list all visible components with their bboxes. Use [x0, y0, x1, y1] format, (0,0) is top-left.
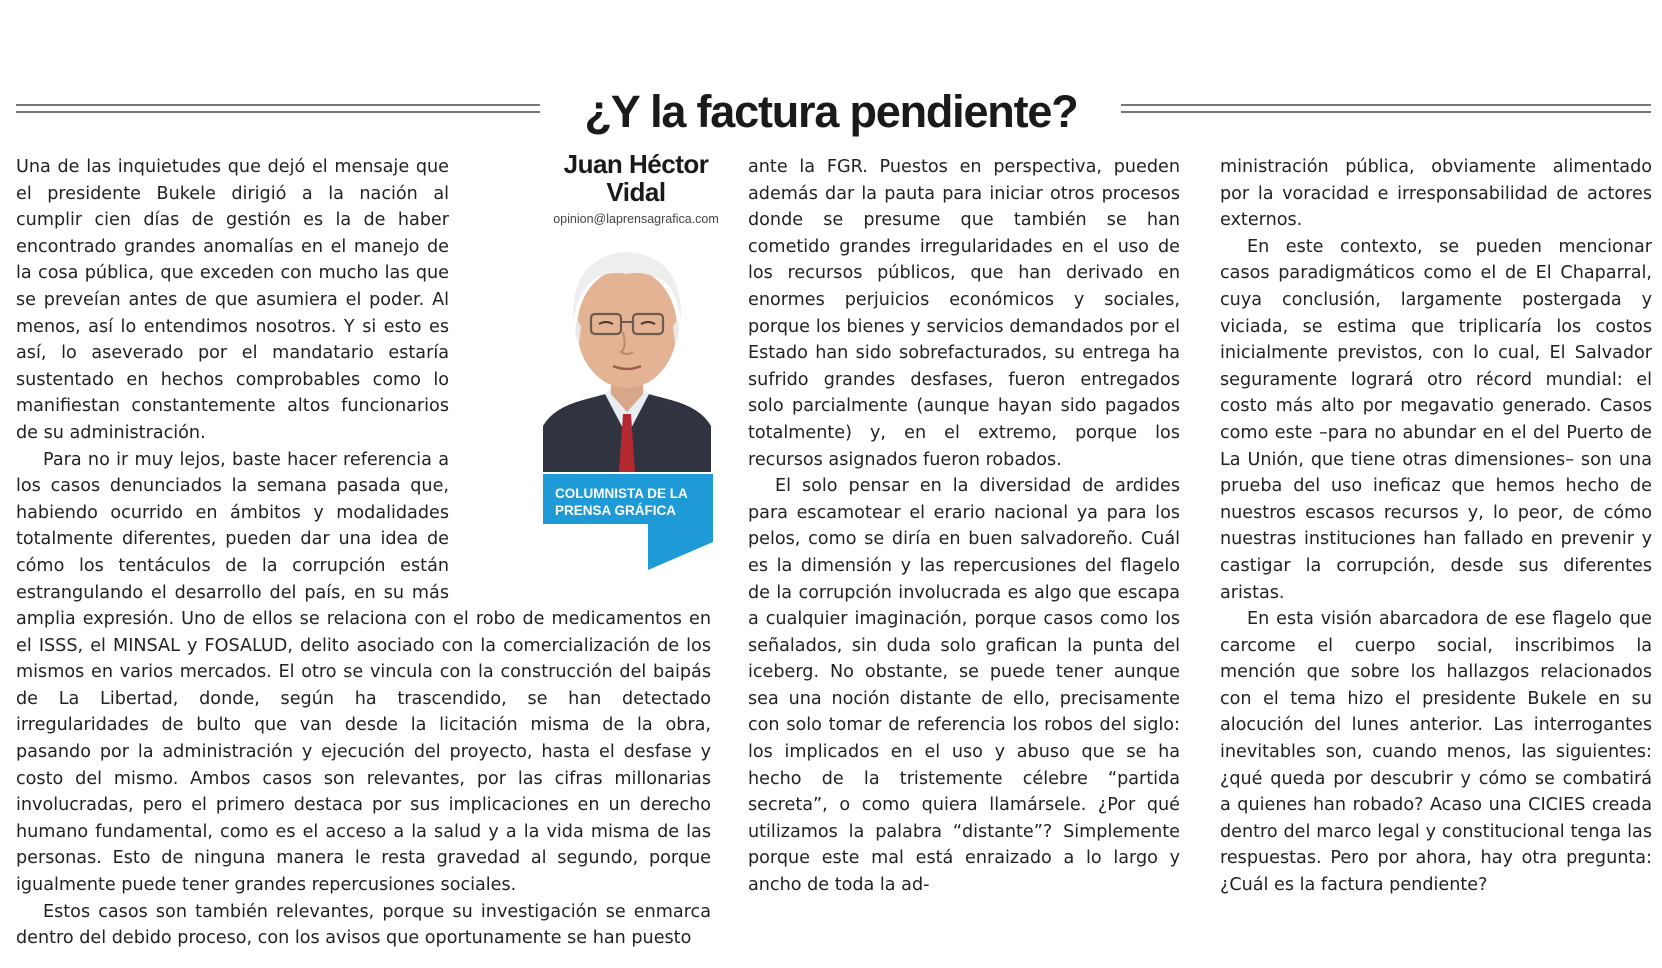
paragraph: Estos casos son también relevantes, porque su investigación se enmarca dentro del debido proceso, con los avisos que oportunamente se han puesto: [16, 901, 711, 949]
article-column-3: [1220, 154, 1652, 899]
columnist-badge: COLUMNISTA DE LA PRENSA GRÁFICA: [543, 474, 713, 524]
paragraph: ante la FGR. Puestos en perspectiva, pueden además dar la pauta para iniciar otros procesos donde se presume que también se han cometido grandes irregularidades en el uso de los recursos públicos, que han derivado en enormes perjuicios económicos y sociales, porque los bienes y servicios demandados por el Estado han sido sobrefacturados, su entrega ha sufrido grandes desfases, fueron entregados solo parcialmente (aunque hayan sido pagados totalmente) y, en el extremo, porque los recursos asignados fueron robados.: [748, 157, 1180, 470]
badge-tail-shape: [648, 522, 713, 572]
author-byline: [536, 150, 736, 226]
paragraph: Una de las inquietudes que dejó el mensaje que el presidente Bukele dirigió a la nación al cumplir cien días de gestión es la de haber encontrado grandes anomalías en el manejo de la cosa pública, que exceden con mucho las que se preveían antes de que asumiera el poder. Al menos, así lo entendimos nosotros. Y si esto es así, lo aseverado por el mandatario estaría sustentado en hechos comprobables como lo manifiestan constantemente altos funcionarios de su administración.: [16, 157, 449, 443]
paragraph: En este contexto, se pueden mencionar casos paradigmáticos como el de El Chaparral, cuya conclusión, largamente postergada y viciada, se estima que triplicaría los costos inicialmente previstos, con lo cual, El Salvador seguramente logrará otro récord mundial: el costo más alto por megavatio generado. Casos como este –para no abundar en el del Puerto de La Unión, que tiene otras dimensiones– son una prueba del uso ineficaz que hemos hecho de nuestros escasos recursos y, lo peor, de cómo nuestras instituciones han fallado en prevenir y castigar la corrupción, desde sus diferentes aristas.: [1220, 236, 1652, 603]
headline-rule-left: [16, 104, 540, 113]
author-name: Juan Héctor Vidal: [563, 149, 709, 207]
author-email: opinion@laprensagrafica.com: [553, 212, 719, 226]
article-column-2: [748, 154, 1180, 899]
headline: ¿Y la factura pendiente?: [584, 86, 1078, 137]
author-portrait-image: [543, 236, 711, 472]
paragraph: ministración pública, obviamente alimentado por la voracidad e irresponsabilidad de actores externos.: [1220, 157, 1652, 231]
paragraph: En esta visión abarcadora de ese flagelo que carcome el cuerpo social, inscribimos la mención que sobre los hallazgos relacionados con el tema hizo el presidente Bukele en su alocución del lunes anterior. Las interrogantes inevitables son, cuando menos, las siguientes: ¿qué queda por descubrir y cómo se combatirá a quienes han robado? Acaso una CICIES creada dentro del marco legal y constitucional tenga las respuestas. Pero por ahora, hay otra pregunta: ¿Cuál es la factura pendiente?: [1220, 609, 1652, 896]
paragraph: El solo pensar en la diversidad de ardides para escamotear el erario nacional ya para los pelos, como se diría en buen salvadoreño. Cuál es la dimensión y las repercusiones del flagelo de la corrupción involucrada es algo que escapa a cualquier imaginación, porque casos como los señalados, sin duda solo grafican la punta del iceberg. No obstante, se puede tener aunque sea una noción distante de ello, precisamente con solo tomar de referencia los robos del siglo: los implicados en el uso y abuso que se ha hecho de la tristemente célebre “partida secreta”, o como quiera llamársele. ¿Por qué utilizamos la palabra “distante”? Simplemente porque este mal está enraizado a lo largo y ancho de toda la ad-: [748, 476, 1180, 896]
author-photo: [543, 236, 711, 472]
headline-rule-right: [1121, 104, 1651, 113]
paragraph: Para no ir muy lejos, baste hacer referencia a los casos denunciados la semana pasada que, habiendo ocurrido en ámbitos y modalidades totalmente diferentes, pueden dar una idea de cómo los tentáculos de la corrupción están estrangulando el desarrollo del país, en su más amplia expresión. Uno de ellos se relaciona con el robo de medicamentos en el ISSS, el MINSAL y FOSALUD, delito asociado con la comercialización de los mismos en varios mercados. El otro se vincula con la construcción del baipás de La Libertad, donde, según ha trascendido, se han detectado irregularidades de bulto que van desde la licitación misma de la obra, pasando por la administración y ejecución del proyecto, hasta el desfase y costo del mismo. Ambos casos son relevantes, por las cifras millonarias involucradas, pero el primero destaca por sus implicaciones en un derecho humano fundamental, como es el acceso a la salud y a la vida misma de las personas. Esto de ninguna manera le resta gravedad al segundo, porque igualmente puede tener grandes repercusiones sociales.: [16, 449, 711, 896]
